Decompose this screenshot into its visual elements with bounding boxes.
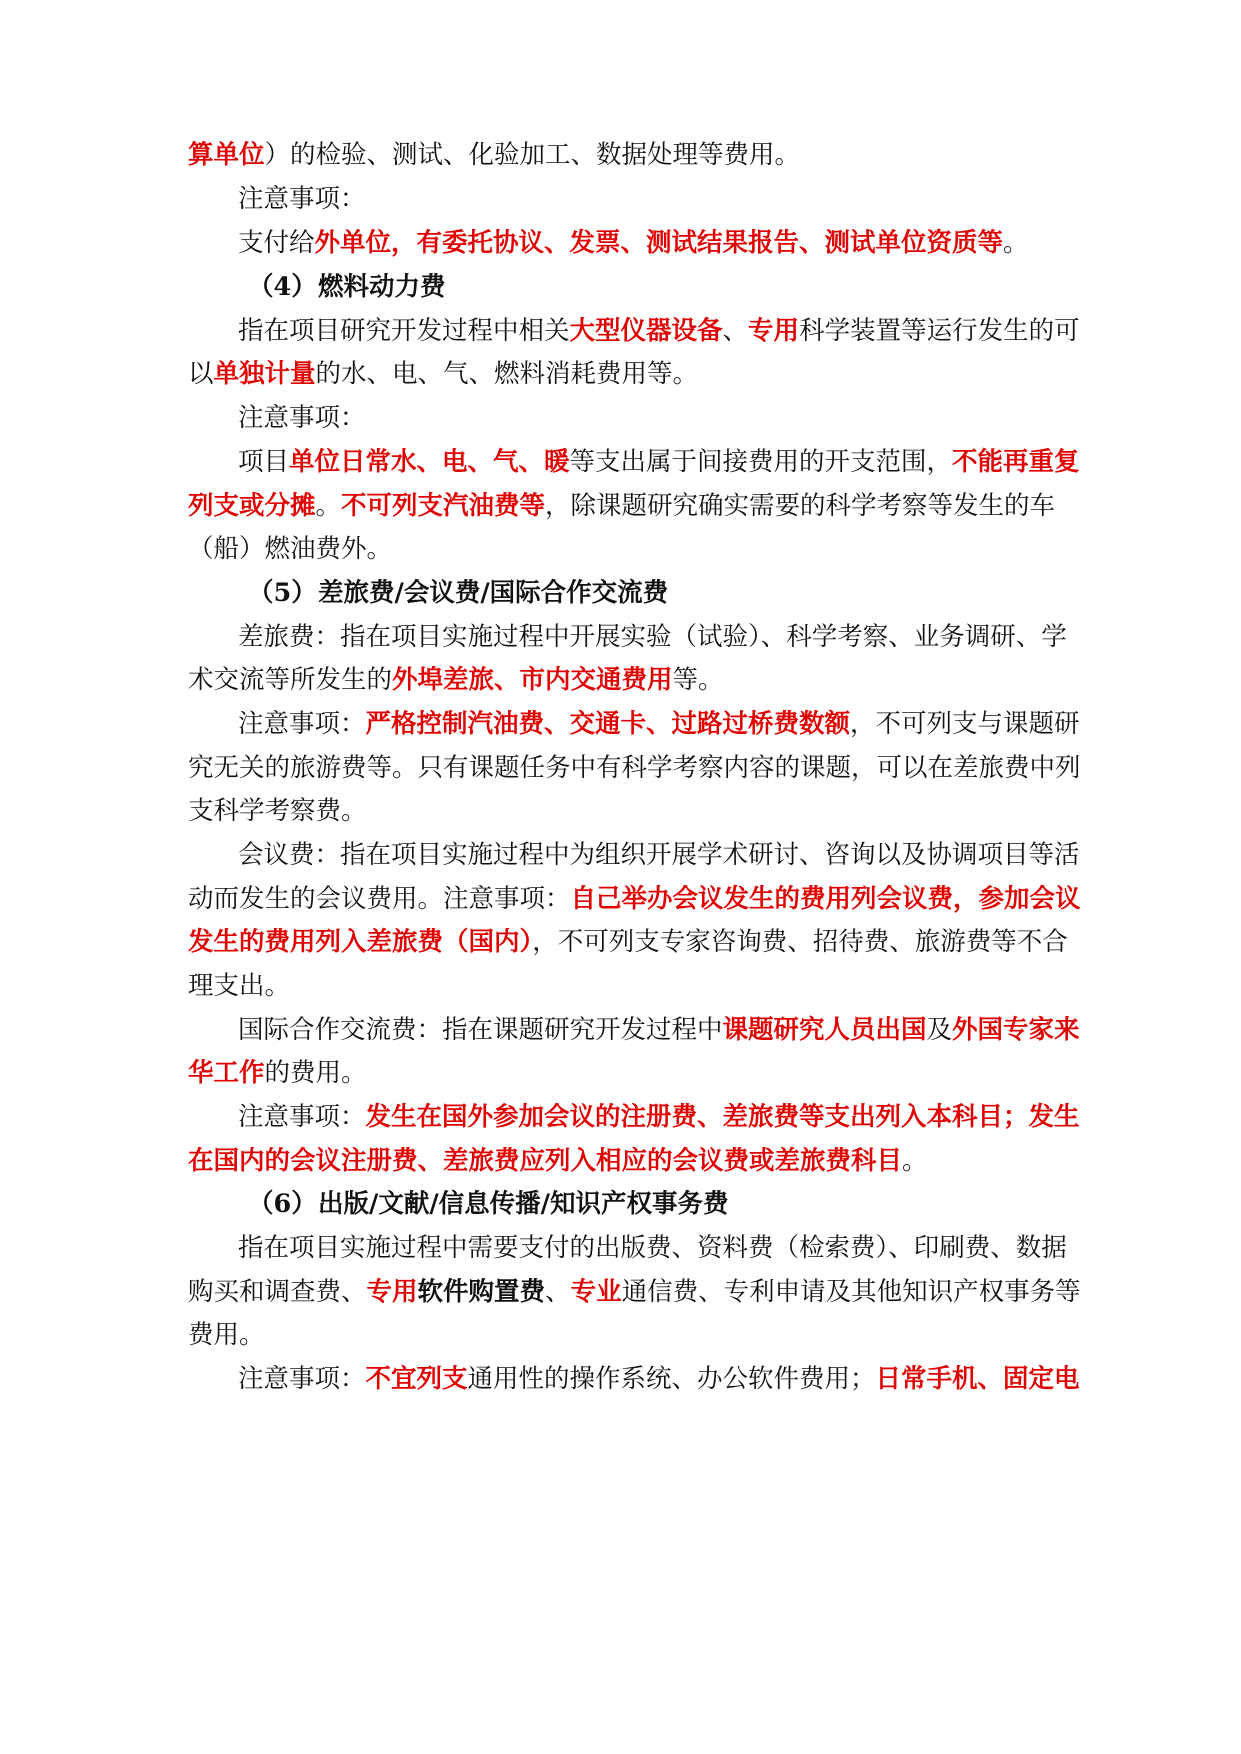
highlighted-text: 不能再重复 (952, 447, 1080, 477)
highlighted-text: 发生的费用列入差旅费（国内） (188, 927, 533, 957)
text-run: ）的检验、测试、化验加工、数据处理等费用。 (264, 140, 801, 170)
text-run: 动而发生的会议费用。注意事项： (188, 884, 571, 914)
highlighted-text: 单独计量 (213, 359, 316, 389)
bold-text: 软件购置费 (417, 1277, 546, 1307)
text-run: 及 (926, 1015, 953, 1045)
text-run: 费用。 (188, 1320, 265, 1350)
text-run: 通信费、专利申请及其他知识产权事务等 (621, 1277, 1081, 1307)
text-line (238, 175, 1058, 224)
text-run: 。 (902, 1146, 928, 1176)
text-line (238, 613, 1067, 662)
text-run: 等支出属于间接费用的开支范围， (569, 447, 953, 477)
text-line (188, 918, 1068, 967)
text-run: 注意事项： (238, 709, 366, 739)
bold-text: 差旅费/会议费/国际合作交流费 (318, 578, 669, 608)
text-line (238, 394, 1058, 443)
highlighted-text: 列支或分摊 (188, 491, 316, 521)
text-line (188, 482, 1058, 531)
section-number: （4） (248, 272, 317, 302)
highlighted-text: 不宜列支 (365, 1364, 468, 1394)
text-run: 国际合作交流费：指在课题研究开发过程中 (238, 1015, 723, 1045)
text-line (238, 307, 1080, 356)
text-line (238, 1224, 1067, 1273)
section-heading-4 (248, 263, 1058, 312)
text-run: 差旅费：指在项目实施过程中开展实验（试验）、科学考察、业务调研、学 (238, 622, 1067, 652)
text-run: 术交流等所发生的 (188, 665, 393, 695)
text-run: 的费用。 (264, 1058, 367, 1088)
section-heading-5 (248, 569, 1058, 618)
text-line (238, 1093, 1080, 1142)
text-line (188, 1311, 1058, 1360)
text-run: 注意事项： (238, 184, 366, 214)
highlighted-text: 专用 (748, 316, 800, 346)
highlighted-text: 算单位 (188, 140, 265, 170)
text-run: ，不可列支专家咨询费、招待费、旅游费等不合 (532, 927, 1068, 957)
highlighted-text: 专用 (366, 1277, 418, 1307)
text-run: 购买和调查费、 (188, 1277, 367, 1307)
text-run: 科学装置等运行发生的可 (799, 316, 1080, 346)
text-run: 究无关的旅游费等。只有课题任务中有科学考察内容的课题，可以在差旅费中列 (188, 753, 1081, 783)
text-run: 、 (545, 1277, 571, 1307)
text-run: ，除课题研究确实需要的科学考察等发生的车 (545, 491, 1056, 521)
section-heading-6 (248, 1180, 1058, 1229)
text-run: 。 (1003, 228, 1029, 258)
text-run: 支科学考察费。 (188, 796, 367, 826)
text-line (188, 1049, 1058, 1098)
text-run: 指在项目实施过程中需要支付的出版费、资料费（检索费）、印刷费、数据 (238, 1233, 1067, 1263)
text-line (188, 875, 1081, 924)
section-number: （6） (248, 1189, 317, 1219)
highlighted-text: 大型仪器设备 (569, 316, 723, 346)
highlighted-text: 自己举办会议发生的费用列会议费，参加会议 (570, 884, 1081, 914)
text-run: 注意事项： (238, 1102, 366, 1132)
highlighted-text: 日常手机、固定电 (875, 1364, 1080, 1394)
bold-text: 燃料动力费 (318, 272, 446, 302)
highlighted-text: 外国专家来 (952, 1015, 1080, 1045)
text-run: 以 (188, 359, 214, 389)
highlighted-text: 专业 (570, 1277, 622, 1307)
highlighted-text: 课题研究人员出国 (722, 1015, 927, 1045)
highlighted-text: 外埠差旅、市内交通费用 (392, 665, 673, 695)
text-line (238, 1006, 1080, 1055)
text-run: 注意事项： (238, 403, 366, 433)
text-line (238, 700, 1080, 749)
text-line (188, 1268, 1081, 1317)
section-number: （5） (248, 578, 317, 608)
text-run: 会议费：指在项目实施过程中为组织开展学术研讨、咨询以及协调项目等活 (238, 840, 1080, 870)
text-line (188, 787, 1058, 836)
text-run: 。 (315, 491, 342, 521)
text-line (188, 1137, 1058, 1186)
text-run: 支付给 (238, 228, 315, 258)
text-line (188, 525, 1058, 574)
text-run: 等。 (672, 665, 724, 695)
highlighted-text: 发生在国外参加会议的注册费、差旅费等支出列入本科目；发生 (365, 1102, 1080, 1132)
highlighted-text: 华工作 (188, 1058, 265, 1088)
text-run: 、 (722, 316, 749, 346)
text-line (188, 350, 1058, 399)
highlighted-text: 严格控制汽油费、交通卡、过路过桥费数额 (365, 709, 851, 739)
highlighted-text: 外单位，有委托协议、发票、测试结果报告、测试单位资质等 (314, 228, 1004, 258)
text-run: 项目 (238, 447, 290, 477)
text-line (238, 438, 1080, 487)
highlighted-text: 单位日常水、电、气、暖 (289, 447, 570, 477)
text-run: 注意事项： (238, 1364, 366, 1394)
text-line (188, 744, 1081, 793)
text-line (188, 131, 1058, 180)
text-line (238, 831, 1080, 880)
text-line (188, 962, 1058, 1011)
text-run: 的水、电、气、燃料消耗费用等。 (315, 359, 699, 389)
bold-text: 出版/文献/信息传播/知识产权事务费 (318, 1189, 729, 1219)
text-line (238, 219, 1058, 268)
text-line (238, 1355, 1080, 1404)
text-line (188, 656, 1058, 705)
text-run: 指在项目研究开发过程中相关 (238, 316, 570, 346)
text-run: 理支出。 (188, 971, 291, 1001)
text-run: ，不可列支与课题研 (850, 709, 1080, 739)
text-run: （船）燃油费外。 (188, 534, 393, 564)
highlighted-text: 不可列支汽油费等 (341, 491, 546, 521)
text-run: 通用性的操作系统、办公软件费用； (467, 1364, 876, 1394)
highlighted-text: 在国内的会议注册费、差旅费应列入相应的会议费或差旅费科目 (188, 1146, 903, 1176)
